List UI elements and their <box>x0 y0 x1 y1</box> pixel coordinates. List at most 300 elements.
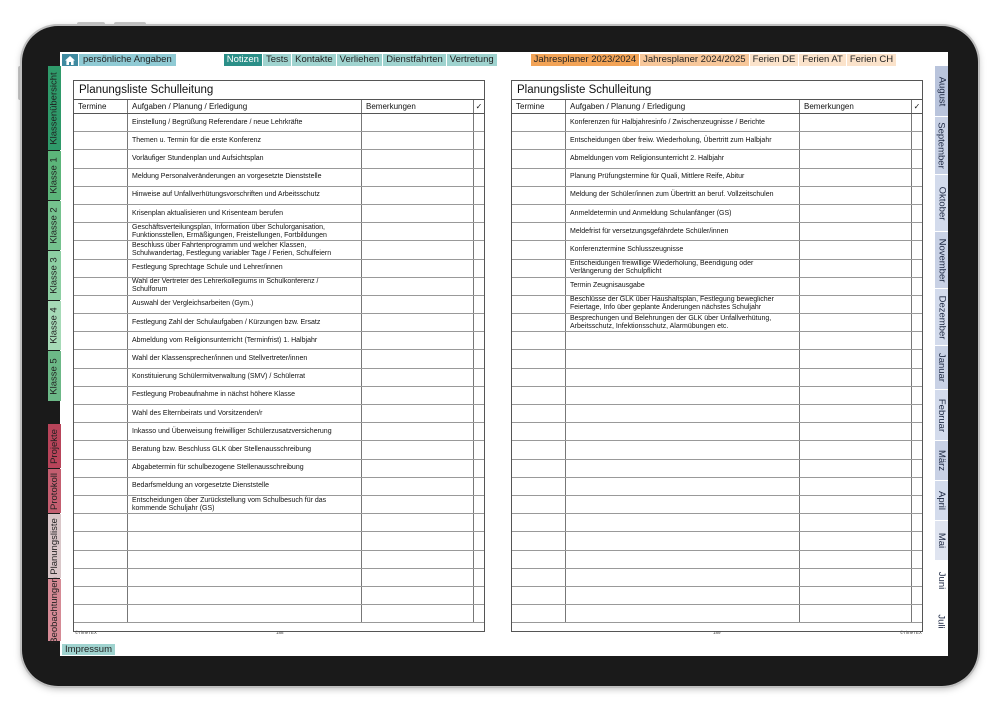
sidebar-item-class-5[interactable] <box>48 351 61 401</box>
task-cell[interactable]: Hinweise auf Unfallverhütungsvorschriften und Arbeitsschutz <box>128 187 362 204</box>
month-label: März <box>936 449 947 472</box>
notes-cell[interactable] <box>362 278 474 295</box>
table-row <box>512 423 922 441</box>
check-cell[interactable] <box>474 496 484 513</box>
notes-cell[interactable] <box>362 569 474 586</box>
task-cell[interactable]: Inkasso und Überweisung freiwilliger Schülerzusatzversicherung <box>128 423 362 440</box>
task-cell[interactable] <box>128 587 362 604</box>
month-tab-april[interactable] <box>935 481 948 520</box>
notes-cell[interactable] <box>362 114 474 131</box>
month-tab-may[interactable] <box>935 521 948 560</box>
check-cell[interactable] <box>474 205 484 222</box>
notes-cell[interactable] <box>362 369 474 386</box>
date-cell[interactable] <box>74 332 128 349</box>
check-cell[interactable] <box>912 460 922 477</box>
task-cell[interactable]: Termin Zeugnisausgabe <box>566 278 800 295</box>
table-row <box>74 278 484 296</box>
date-cell[interactable] <box>512 587 566 604</box>
footer-brand-left: ©TimeTEX <box>75 630 97 635</box>
check-cell[interactable] <box>912 350 922 367</box>
tab-lending[interactable]: Verliehen <box>337 54 383 66</box>
notes-cell[interactable] <box>800 460 912 477</box>
month-tab-december[interactable] <box>935 289 948 345</box>
tab-ferien-at[interactable]: Ferien AT <box>799 54 845 66</box>
table-row <box>512 314 922 332</box>
table-row <box>512 496 922 514</box>
check-cell[interactable] <box>912 114 922 131</box>
date-cell[interactable] <box>512 369 566 386</box>
table-row <box>512 387 922 405</box>
check-cell[interactable] <box>912 369 922 386</box>
table-row <box>512 169 922 187</box>
check-cell[interactable] <box>912 423 922 440</box>
task-cell[interactable]: Abmeldung vom Religionsunterricht (Terminfrist) 1. Halbjahr <box>128 332 362 349</box>
date-cell[interactable] <box>512 205 566 222</box>
notes-cell[interactable] <box>362 332 474 349</box>
notes-cell[interactable] <box>362 478 474 495</box>
month-label: Dezember <box>936 295 948 339</box>
check-cell[interactable] <box>474 405 484 422</box>
date-cell[interactable] <box>512 332 566 349</box>
check-cell[interactable] <box>912 405 922 422</box>
task-cell[interactable] <box>566 496 800 513</box>
month-tab-june[interactable] <box>935 561 948 600</box>
date-cell[interactable] <box>74 314 128 331</box>
task-cell[interactable]: Abmeldungen vom Religionsunterricht 2. Halbjahr <box>566 150 800 167</box>
date-cell[interactable] <box>74 423 128 440</box>
tab-trips[interactable]: Dienstfahrten <box>383 54 446 66</box>
notes-cell[interactable] <box>362 296 474 313</box>
check-cell[interactable] <box>474 114 484 131</box>
notes-cell[interactable] <box>800 350 912 367</box>
task-cell[interactable]: Krisenplan aktualisieren und Krisenteam berufen <box>128 205 362 222</box>
sidebar-item-observations[interactable] <box>48 576 61 644</box>
notes-cell[interactable] <box>800 169 912 186</box>
notes-cell[interactable] <box>800 187 912 204</box>
date-cell[interactable] <box>74 387 128 404</box>
check-cell[interactable] <box>474 569 484 586</box>
notes-cell[interactable] <box>362 187 474 204</box>
check-cell[interactable] <box>912 169 922 186</box>
check-cell[interactable] <box>912 314 922 331</box>
check-cell[interactable] <box>912 296 922 313</box>
check-cell[interactable] <box>912 187 922 204</box>
notes-cell[interactable] <box>800 405 912 422</box>
check-cell[interactable] <box>912 514 922 531</box>
check-cell[interactable] <box>474 132 484 149</box>
notes-cell[interactable] <box>362 496 474 513</box>
notes-cell[interactable] <box>362 514 474 531</box>
date-cell[interactable] <box>74 551 128 568</box>
notes-cell[interactable] <box>800 423 912 440</box>
check-cell[interactable] <box>912 441 922 458</box>
task-cell[interactable]: Festlegung Sprechtage Schule und Lehrer/innen <box>128 260 362 277</box>
notes-cell[interactable] <box>362 350 474 367</box>
task-cell[interactable]: Geschäftsverteilungsplan, Information über Schulorganisation, Funktionsstellen, Ermäßigungen, Freistellungen, Fortbildungen <box>128 223 362 240</box>
month-tab-october[interactable] <box>935 175 948 231</box>
date-cell[interactable] <box>512 551 566 568</box>
task-cell[interactable] <box>566 569 800 586</box>
notes-cell[interactable] <box>800 296 912 313</box>
date-cell[interactable] <box>512 569 566 586</box>
sidebar-item-class-3[interactable] <box>48 251 61 300</box>
date-cell[interactable] <box>512 169 566 186</box>
tab-planner-2024[interactable]: Jahresplaner 2024/2025 <box>640 54 748 66</box>
task-cell[interactable]: Wahl des Elternbeirats und Vorsitzenden/r <box>128 405 362 422</box>
date-cell[interactable] <box>74 532 128 549</box>
sidebar-item-class-2[interactable] <box>48 201 61 250</box>
notes-cell[interactable] <box>800 532 912 549</box>
check-cell[interactable] <box>474 260 484 277</box>
check-cell[interactable] <box>474 187 484 204</box>
col-header-tasks: Aufgaben / Planung / Erledigung <box>566 100 800 113</box>
task-cell[interactable] <box>566 532 800 549</box>
tab-ferien-de[interactable]: Ferien DE <box>750 54 799 66</box>
date-cell[interactable] <box>74 223 128 240</box>
sidebar-label: Klasse 2 <box>49 207 60 244</box>
notes-cell[interactable] <box>800 587 912 604</box>
notes-cell[interactable] <box>362 169 474 186</box>
notes-cell[interactable] <box>362 532 474 549</box>
tab-planner-2023[interactable]: Jahresplaner 2023/2024 <box>531 54 639 66</box>
check-cell[interactable] <box>912 387 922 404</box>
date-cell[interactable] <box>512 350 566 367</box>
task-cell[interactable]: Entscheidungen über freiw. Wiederholung, Übertritt zum Halbjahr <box>566 132 800 149</box>
date-cell[interactable] <box>74 241 128 258</box>
notes-cell[interactable] <box>800 314 912 331</box>
task-cell[interactable] <box>128 532 362 549</box>
check-cell[interactable] <box>474 278 484 295</box>
notes-cell[interactable] <box>362 587 474 604</box>
check-cell[interactable] <box>474 314 484 331</box>
sidebar-item-projects[interactable] <box>48 424 61 468</box>
task-cell[interactable] <box>566 405 800 422</box>
task-cell[interactable] <box>566 369 800 386</box>
table-row <box>512 587 922 605</box>
task-cell[interactable]: Vorläufiger Stundenplan und Aufsichtsplan <box>128 150 362 167</box>
month-tab-august[interactable] <box>935 66 948 116</box>
date-cell[interactable] <box>74 278 128 295</box>
month-tab-july[interactable] <box>935 601 948 641</box>
notes-cell[interactable] <box>800 332 912 349</box>
check-cell[interactable] <box>912 551 922 568</box>
sidebar-item-class-1[interactable] <box>48 151 61 200</box>
date-cell[interactable] <box>512 314 566 331</box>
notes-cell[interactable] <box>800 241 912 258</box>
date-cell[interactable] <box>512 478 566 495</box>
tab-substitution[interactable]: Vertretung <box>447 54 497 66</box>
table-row <box>74 387 484 405</box>
task-cell[interactable]: Einstellung / Begrüßung Referendare / neue Lehrkräfte <box>128 114 362 131</box>
task-cell[interactable]: Konstituierung Schülermitverwaltung (SMV) / Schülerrat <box>128 369 362 386</box>
task-cell[interactable] <box>566 332 800 349</box>
check-cell[interactable] <box>474 423 484 440</box>
notes-cell[interactable] <box>800 496 912 513</box>
table-row <box>512 187 922 205</box>
notes-cell[interactable] <box>800 605 912 622</box>
task-cell[interactable]: Themen u. Termin für die erste Konferenz <box>128 132 362 149</box>
sidebar-item-class-overview[interactable] <box>48 66 61 150</box>
table-row <box>512 205 922 223</box>
notes-cell[interactable] <box>362 260 474 277</box>
sidebar-item-planning-list[interactable] <box>48 514 61 578</box>
top-navigation <box>62 54 896 66</box>
notes-cell[interactable] <box>362 241 474 258</box>
tab-notes[interactable]: Notizen <box>224 54 262 66</box>
tab-contacts[interactable]: Kontakte <box>292 54 336 66</box>
date-cell[interactable] <box>74 114 128 131</box>
date-cell[interactable] <box>74 132 128 149</box>
date-cell[interactable] <box>512 132 566 149</box>
notes-cell[interactable] <box>800 278 912 295</box>
task-cell[interactable]: Festlegung Zahl der Schulaufgaben / Kürzungen bzw. Ersatz <box>128 314 362 331</box>
task-cell[interactable] <box>566 350 800 367</box>
check-cell[interactable] <box>474 369 484 386</box>
task-cell[interactable]: Entscheidungen über Zurückstellung vom Schulbesuch für das kommende Schuljahr (GS) <box>128 496 362 513</box>
date-cell[interactable] <box>512 187 566 204</box>
check-cell[interactable] <box>474 514 484 531</box>
date-cell[interactable] <box>512 241 566 258</box>
task-cell[interactable]: Konferenztermine Schlusszeugnisse <box>566 241 800 258</box>
date-cell[interactable] <box>74 460 128 477</box>
date-cell[interactable] <box>74 405 128 422</box>
notes-cell[interactable] <box>362 132 474 149</box>
check-cell[interactable] <box>912 569 922 586</box>
notes-cell[interactable] <box>362 405 474 422</box>
date-cell[interactable] <box>74 150 128 167</box>
check-cell[interactable] <box>474 387 484 404</box>
check-cell[interactable] <box>474 350 484 367</box>
check-cell[interactable] <box>474 223 484 240</box>
date-cell[interactable] <box>74 569 128 586</box>
task-cell[interactable]: Bedarfsmeldung an vorgesetzte Dienststelle <box>128 478 362 495</box>
month-label: Januar <box>936 352 947 383</box>
task-cell[interactable]: Abgabetermin für schulbezogene Stellenausschreibung <box>128 460 362 477</box>
notes-cell[interactable] <box>362 460 474 477</box>
check-cell[interactable] <box>912 496 922 513</box>
check-cell[interactable] <box>912 532 922 549</box>
date-cell[interactable] <box>74 369 128 386</box>
date-cell[interactable] <box>74 350 128 367</box>
task-cell[interactable]: Planung Prüfungstermine für Quali, Mittlere Reife, Abitur <box>566 169 800 186</box>
check-cell[interactable] <box>912 605 922 622</box>
date-cell[interactable] <box>512 605 566 622</box>
table-row <box>512 350 922 368</box>
month-tab-february[interactable] <box>935 390 948 440</box>
date-cell[interactable] <box>512 387 566 404</box>
task-cell[interactable] <box>566 514 800 531</box>
task-cell[interactable] <box>128 551 362 568</box>
task-cell[interactable] <box>566 423 800 440</box>
notes-cell[interactable] <box>800 387 912 404</box>
date-cell[interactable] <box>512 278 566 295</box>
table-row <box>74 423 484 441</box>
check-cell[interactable] <box>912 205 922 222</box>
table-row <box>512 551 922 569</box>
task-cell[interactable]: Besprechungen und Belehrungen der GLK über Unfallverhütung, Arbeitsschutz, Infektionsschutz, Alarmübungen etc. <box>566 314 800 331</box>
notes-cell[interactable] <box>362 314 474 331</box>
check-cell[interactable] <box>474 478 484 495</box>
check-cell[interactable] <box>474 605 484 622</box>
date-cell[interactable] <box>512 296 566 313</box>
notes-cell[interactable] <box>800 150 912 167</box>
table-row <box>512 441 922 459</box>
table-row <box>74 605 484 623</box>
notes-cell[interactable] <box>800 205 912 222</box>
notes-cell[interactable] <box>800 441 912 458</box>
task-cell[interactable]: Entscheidungen freiwillige Wiederholung, Beendigung oder Verlängerung der Schulpflicht <box>566 260 800 277</box>
notes-cell[interactable] <box>362 150 474 167</box>
check-cell[interactable] <box>474 296 484 313</box>
sidebar-label: Klasse 5 <box>49 357 60 395</box>
table-row <box>512 278 922 296</box>
tab-ferien-ch[interactable]: Ferien CH <box>847 54 896 66</box>
check-cell[interactable] <box>912 278 922 295</box>
month-tab-september[interactable] <box>935 117 948 174</box>
check-cell[interactable] <box>474 332 484 349</box>
table-row <box>74 114 484 132</box>
month-tab-january[interactable] <box>935 346 948 389</box>
date-cell[interactable] <box>512 460 566 477</box>
check-cell[interactable] <box>912 241 922 258</box>
date-cell[interactable] <box>512 441 566 458</box>
date-cell[interactable] <box>74 296 128 313</box>
date-cell[interactable] <box>512 532 566 549</box>
date-cell[interactable] <box>512 150 566 167</box>
notes-cell[interactable] <box>800 114 912 131</box>
date-cell[interactable] <box>74 514 128 531</box>
check-cell[interactable] <box>912 478 922 495</box>
check-cell[interactable] <box>912 223 922 240</box>
task-cell[interactable] <box>566 478 800 495</box>
check-cell[interactable] <box>474 441 484 458</box>
notes-cell[interactable] <box>800 260 912 277</box>
col-header-tasks: Aufgaben / Planung / Erledigung <box>128 100 362 113</box>
notes-cell[interactable] <box>362 441 474 458</box>
tab-personal-data[interactable]: persönliche Angaben <box>79 54 176 66</box>
check-cell[interactable] <box>912 150 922 167</box>
date-cell[interactable] <box>74 169 128 186</box>
planning-page-left <box>73 80 485 632</box>
date-cell[interactable] <box>74 260 128 277</box>
check-cell[interactable] <box>474 587 484 604</box>
task-cell[interactable] <box>566 551 800 568</box>
task-cell[interactable] <box>566 441 800 458</box>
notes-cell[interactable] <box>362 605 474 622</box>
month-tab-march[interactable] <box>935 441 948 480</box>
date-cell[interactable] <box>512 223 566 240</box>
table-row <box>512 460 922 478</box>
date-cell[interactable] <box>74 587 128 604</box>
check-cell[interactable] <box>474 169 484 186</box>
task-cell[interactable] <box>566 605 800 622</box>
date-cell[interactable] <box>512 114 566 131</box>
sidebar-label: Protokoll <box>49 472 60 510</box>
check-cell[interactable] <box>474 241 484 258</box>
sidebar-label: Klasse 3 <box>49 257 60 294</box>
notes-cell[interactable] <box>800 369 912 386</box>
check-cell[interactable] <box>912 587 922 604</box>
home-tab[interactable] <box>62 54 78 66</box>
check-cell[interactable] <box>912 132 922 149</box>
task-cell[interactable]: Meldung Personalveränderungen an vorgesetzte Dienststelle <box>128 169 362 186</box>
date-cell[interactable] <box>512 260 566 277</box>
task-cell[interactable]: Anmeldetermin und Anmeldung Schulanfänger (GS) <box>566 205 800 222</box>
task-cell[interactable]: Beschluss über Fahrtenprogramm und welcher Klassen, Schulwandertag, Festlegung variabler Tage / Ferien, Schulfeiern <box>128 241 362 258</box>
date-cell[interactable] <box>512 405 566 422</box>
task-cell[interactable]: Wahl der Vertreter des Lehrerkollegiums in Schulkonferenz / Schulforum <box>128 278 362 295</box>
table-row <box>512 296 922 314</box>
sidebar-item-protocol[interactable] <box>48 469 61 513</box>
table-row <box>512 532 922 550</box>
notes-cell[interactable] <box>800 569 912 586</box>
date-cell[interactable] <box>512 514 566 531</box>
task-cell[interactable]: Beschlüsse der GLK über Haushaltsplan, Festlegung beweglicher Feiertage, Info über geplante Änderungen nächstes Schuljahr <box>566 296 800 313</box>
date-cell[interactable] <box>74 478 128 495</box>
task-cell[interactable]: Auswahl der Vergleichsarbeiten (Gym.) <box>128 296 362 313</box>
date-cell[interactable] <box>74 496 128 513</box>
col-header-dates: Termine <box>512 100 566 113</box>
task-cell[interactable] <box>128 514 362 531</box>
check-cell[interactable] <box>474 551 484 568</box>
notes-cell[interactable] <box>362 423 474 440</box>
check-cell[interactable] <box>474 150 484 167</box>
date-cell[interactable] <box>74 205 128 222</box>
task-cell[interactable]: Festlegung Probeaufnahme in nächst höhere Klasse <box>128 387 362 404</box>
table-row <box>512 241 922 259</box>
task-cell[interactable] <box>128 569 362 586</box>
notes-cell[interactable] <box>800 132 912 149</box>
date-cell[interactable] <box>74 187 128 204</box>
notes-cell[interactable] <box>362 223 474 240</box>
sidebar-item-class-4[interactable] <box>48 301 61 350</box>
notes-cell[interactable] <box>800 514 912 531</box>
col-header-notes: Bemerkungen <box>362 100 474 113</box>
task-cell[interactable] <box>566 387 800 404</box>
date-cell[interactable] <box>74 441 128 458</box>
check-cell[interactable] <box>474 460 484 477</box>
date-cell[interactable] <box>512 423 566 440</box>
task-cell[interactable]: Wahl der Klassensprecher/innen und Stellvertreter/innen <box>128 350 362 367</box>
month-tab-november[interactable] <box>935 232 948 288</box>
task-cell[interactable] <box>566 460 800 477</box>
impressum-tab[interactable]: Impressum <box>62 644 115 655</box>
task-cell[interactable]: Meldefrist für versetzungsgefährdete Schüler/innen <box>566 223 800 240</box>
check-cell[interactable] <box>912 260 922 277</box>
task-cell[interactable]: Meldung der Schüler/innen zum Übertritt an beruf. Vollzeitschulen <box>566 187 800 204</box>
date-cell[interactable] <box>512 496 566 513</box>
tab-tests[interactable]: Tests <box>263 54 291 66</box>
sidebar-label: Klasse 4 <box>49 307 60 344</box>
task-cell[interactable] <box>566 587 800 604</box>
table-row <box>512 132 922 150</box>
notes-cell[interactable] <box>362 551 474 568</box>
month-label: Februar <box>936 398 948 432</box>
table-row <box>512 223 922 241</box>
notes-cell[interactable] <box>362 387 474 404</box>
task-cell[interactable] <box>128 605 362 622</box>
notes-cell[interactable] <box>800 478 912 495</box>
date-cell[interactable] <box>74 605 128 622</box>
check-cell[interactable] <box>474 532 484 549</box>
table-row <box>74 260 484 278</box>
task-cell[interactable]: Beratung bzw. Beschluss GLK über Stellenausschreibung <box>128 441 362 458</box>
notes-cell[interactable] <box>800 551 912 568</box>
task-cell[interactable]: Konferenzen für Halbjahresinfo / Zwischenzeugnisse / Berichte <box>566 114 800 131</box>
notes-cell[interactable] <box>362 205 474 222</box>
notes-cell[interactable] <box>800 223 912 240</box>
check-cell[interactable] <box>912 332 922 349</box>
